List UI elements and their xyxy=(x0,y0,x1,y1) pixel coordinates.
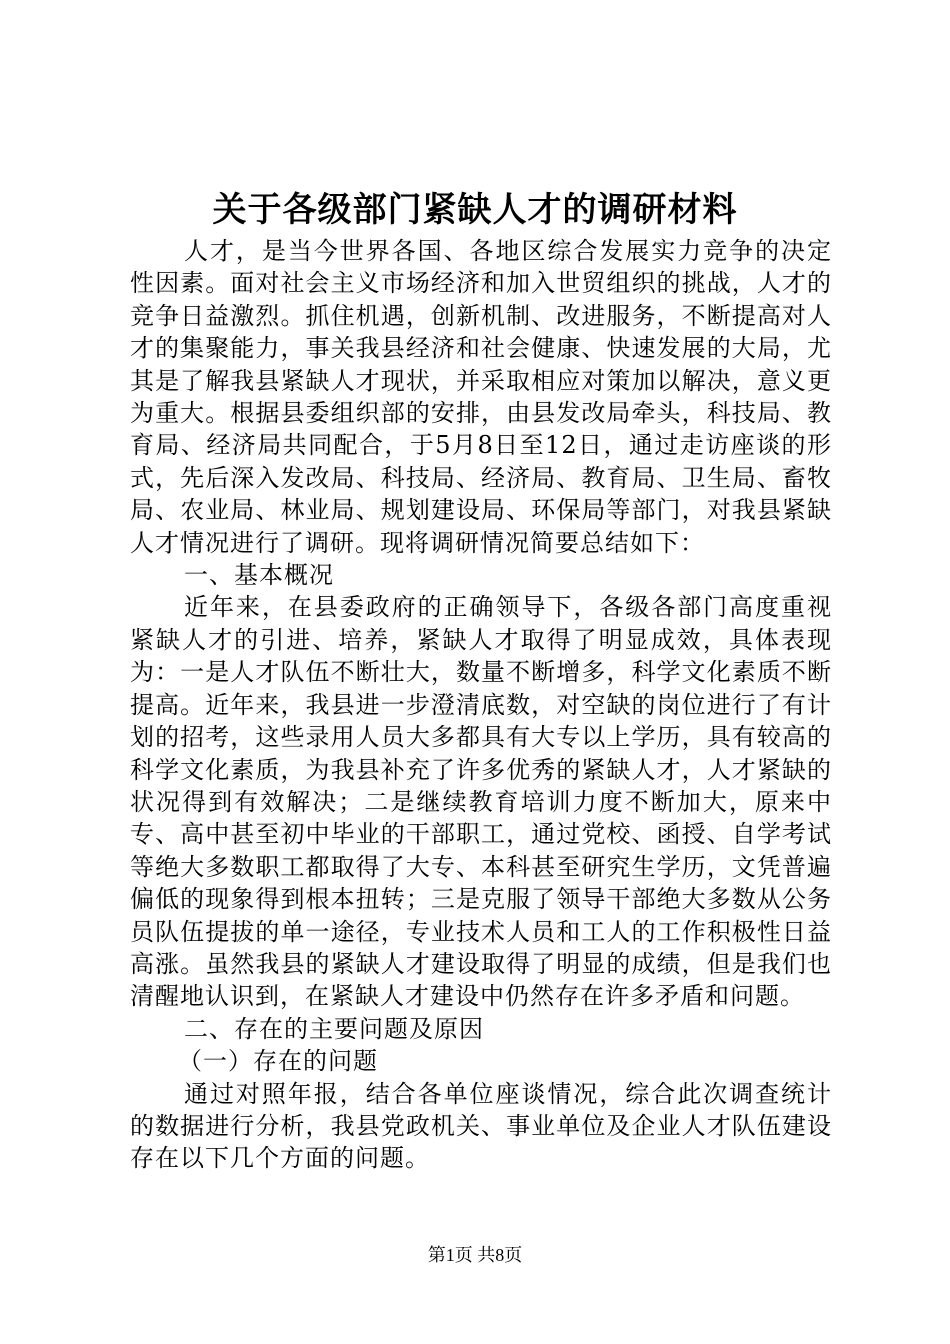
section-heading-main-problems: 二、存在的主要问题及原因 xyxy=(184,1014,484,1043)
section-heading-basic-overview: 一、基本概况 xyxy=(184,561,334,590)
overview-paragraph: 近年来，在县委政府的正确领导下，各级各部门高度重视紧缺人才的引进、培养，紧缺人才取得了明显成效，具体表现为：一是人才队伍不断壮大，数量不断增多，科学文化素质不断提高。近年来，我县进一步澄清底数，对空缺的岗位进行了有计划的招考，这些录用人员大多都具有大专以上学历，具有较高的科学文化素质，为我县补充了许多优秀的紧缺人才，人才紧缺的状况得到有效解决；二是继续教育培训力度不断加大，原来中专、高中甚至初中毕业的干部职工，通过党校、函授、自学考试等绝大多数职工都取得了大专、本科甚至研究生学历，文凭普遍偏低的现象得到根本扭转；三是克服了领导干部绝大多数从公务员队伍提拔的单一途径，专业技术人员和工人的工作积极性日益高涨。虽然我县的紧缺人才建设取得了明显的成绩，但是我们也清醒地认识到，在紧缺人才建设中仍然存在许多矛盾和问题。 xyxy=(130,593,832,1011)
problems-paragraph: 通过对照年报，结合各单位座谈情况，综合此次调查统计的数据进行分析，我县党政机关、事业单位及企业人才队伍建设存在以下几个方面的问题。 xyxy=(130,1079,832,1173)
subsection-heading-existing-problems: （一）存在的问题 xyxy=(178,1047,378,1076)
document-body xyxy=(130,235,832,1175)
document-title: 关于各级部门紧缺人才的调研材料 xyxy=(212,190,738,230)
page-number-footer: 第1页 共8页 xyxy=(427,1245,523,1265)
intro-paragraph: 人才，是当今世界各国、各地区综合发展实力竞争的决定性因素。面对社会主义市场经济和加入世贸组织的挑战，人才的竞争日益激烈。抓住机遇，创新机制、改进服务，不断提高对人才的集聚能力，事关我县经济和社会健康、快速发展的大局，尤其是了解我县紧缺人才现状，并采取相应对策加以解决，意义更为重大。根据县委组织部的安排，由县发改局牵头，科技局、教育局、经济局共同配合，于5月8日至12日，通过走访座谈的形式，先后深入发改局、科技局、经济局、教育局、卫生局、畜牧局、农业局、林业局、规划建设局、环保局等部门，对我县紧缺人才情况进行了调研。现将调研情况简要总结如下： xyxy=(130,237,832,557)
